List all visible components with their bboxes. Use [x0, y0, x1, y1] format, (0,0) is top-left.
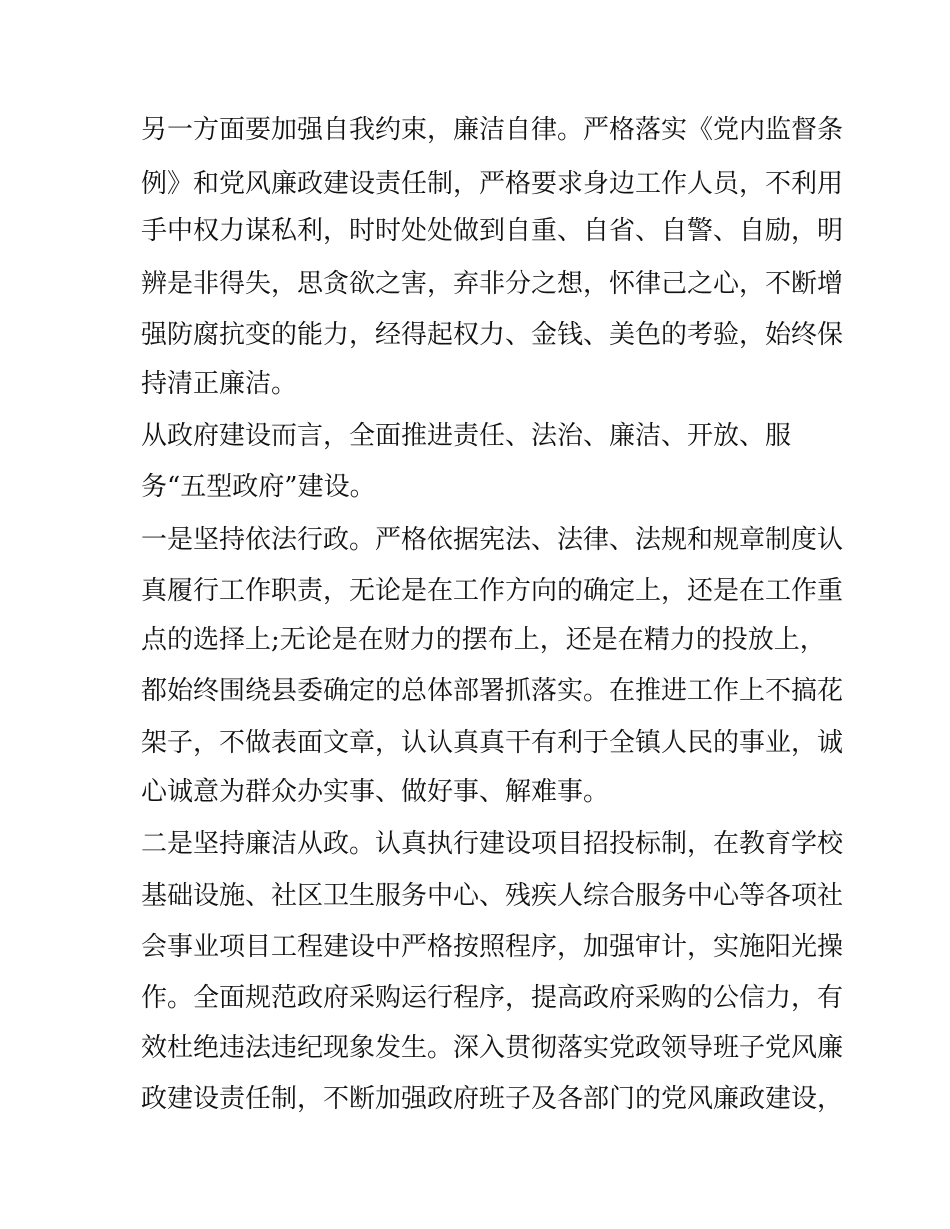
text-line: 架子，不做表面文章，认认真真干有利于全镇人民的事业，诚 [141, 728, 844, 758]
text-line: 一是坚持依法行政。严格依据宪法、法律、法规和规章制度认 [141, 525, 844, 555]
text-line: 政建设责任制，不断加强政府班子及各部门的党风廉政建设， [141, 1084, 844, 1114]
text-line: 手中权力谋私利，时时处处做到自重、自省、自警、自励，明 [141, 216, 844, 246]
text-line: 作。全面规范政府采购运行程序，提高政府采购的公信力，有 [141, 983, 844, 1013]
text-line: 心诚意为群众办实事、做好事、解难事。 [141, 777, 610, 807]
text-line: 点的选择上;无论是在财力的摆布上，还是在精力的投放上， [141, 625, 826, 655]
text-line: 二是坚持廉洁从政。认真执行建设项目招投标制，在教育学校 [141, 829, 844, 859]
text-line: 务“五型政府”建设。 [141, 472, 376, 502]
text-line: 强防腐抗变的能力，经得起权力、金钱、美色的考验，始终保 [141, 320, 844, 350]
text-line: 基础设施、社区卫生服务中心、残疾人综合服务中心等各项社 [141, 881, 844, 911]
text-line: 例》和党风廉政建设责任制，严格要求身边工作人员，不利用 [141, 169, 844, 199]
text-line: 持清正廉洁。 [141, 369, 298, 399]
text-line: 都始终围绕县委确定的总体部署抓落实。在推进工作上不搞花 [141, 676, 844, 706]
text-line: 另一方面要加强自我约束，廉洁自律。严格落实《党内监督条 [141, 115, 844, 145]
text-line: 会事业项目工程建设中严格按照程序，加强审计，实施阳光操 [141, 932, 844, 962]
text-line: 从政府建设而言，全面推进责任、法治、廉洁、开放、服 [141, 421, 792, 451]
text-line: 真履行工作职责，无论是在工作方向的确定上，还是在工作重 [141, 576, 844, 606]
text-line: 辨是非得失，思贪欲之害，弃非分之想，怀律己之心，不断增 [141, 269, 844, 299]
text-line: 效杜绝违法违纪现象发生。深入贯彻落实党政领导班子党风廉 [141, 1033, 844, 1063]
